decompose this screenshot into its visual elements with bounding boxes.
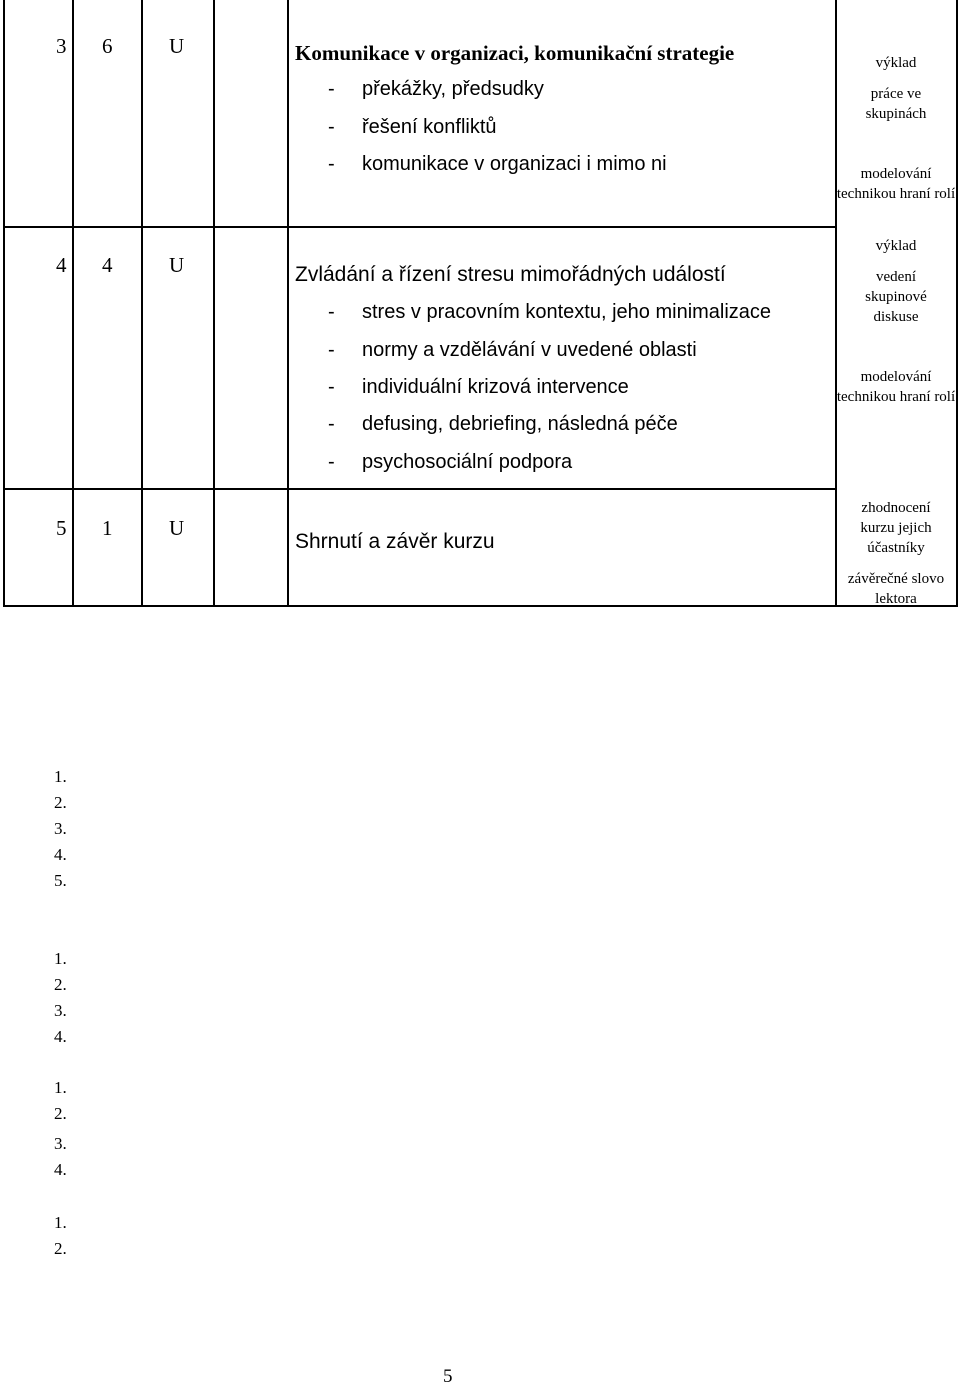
list-item: 4.: [54, 845, 67, 864]
topic-heading: Shrnutí a závěr kurzu: [295, 530, 495, 553]
page-number: 5: [443, 1366, 453, 1387]
table-rule: [72, 0, 74, 607]
list-item: 4.: [54, 1027, 67, 1046]
list-item: 1.: [54, 1078, 67, 1097]
row-type: U: [169, 516, 185, 540]
list-item: 4.: [54, 1160, 67, 1179]
numbered-list: [54, 764, 67, 894]
table-rule: [3, 0, 5, 607]
row-type: U: [169, 34, 185, 58]
row-number: 5: [56, 516, 67, 540]
method-text: závěrečné slovo lektora: [847, 571, 945, 607]
numbered-list: [54, 946, 67, 1050]
topic-item: - řešení konfliktů: [328, 116, 497, 138]
topic-item: - psychosociální podpora: [328, 451, 573, 473]
topic-item: - překážky, předsudky: [328, 78, 544, 100]
numbered-list: [54, 1210, 67, 1262]
row-hours: 1: [102, 516, 113, 540]
table-rule: [835, 0, 837, 607]
list-item: 5.: [54, 871, 67, 890]
method-text: modelování technikou hraní rolí: [836, 369, 956, 405]
list-item: 3.: [54, 819, 67, 838]
list-item: 1.: [54, 767, 67, 786]
table-rule: [4, 226, 837, 228]
list-item: 2.: [54, 975, 67, 994]
row-type: U: [169, 253, 185, 277]
list-item: 2.: [54, 1104, 67, 1123]
row-number: 3: [56, 34, 67, 58]
topic-item: - normy a vzdělávání v uvedené oblasti: [328, 339, 697, 361]
topic-item: - stres v pracovním kontextu, jeho minimalizace: [328, 301, 772, 323]
table-rule: [4, 488, 837, 490]
table-rule: [213, 0, 215, 607]
method-text: zhodnocení kurzu jejich účastníky: [860, 500, 932, 556]
method-text: modelování technikou hraní rolí: [836, 166, 956, 202]
method-text: výklad: [875, 55, 917, 71]
list-item: 3.: [54, 1134, 67, 1153]
topic-item: - defusing, debriefing, následná péče: [328, 413, 678, 435]
row-hours: 4: [102, 253, 113, 277]
list-item: 1.: [54, 949, 67, 968]
method-text: práce ve skupinách: [865, 86, 927, 122]
table-rule: [141, 0, 143, 607]
list-item: 2.: [54, 793, 67, 812]
topic-heading: Komunikace v organizaci, komunikační strategie: [295, 41, 735, 65]
topic-item: - individuální krizová intervence: [328, 376, 629, 398]
row-number: 4: [56, 253, 67, 277]
row-hours: 6: [102, 34, 113, 58]
table-rule: [4, 605, 958, 607]
table-rule: [956, 0, 958, 607]
topic-heading: Zvládání a řízení stresu mimořádných událostí: [295, 263, 726, 286]
topic-item: - komunikace v organizaci i mimo ni: [328, 153, 667, 175]
table-rule: [287, 0, 289, 607]
course-schedule-table: [0, 0, 960, 608]
list-item: 1.: [54, 1213, 67, 1232]
method-text: výklad: [875, 238, 917, 254]
method-text: vedení skupinové diskuse: [865, 269, 927, 325]
numbered-list: [54, 1075, 67, 1183]
list-item: 3.: [54, 1001, 67, 1020]
list-item: 2.: [54, 1239, 67, 1258]
